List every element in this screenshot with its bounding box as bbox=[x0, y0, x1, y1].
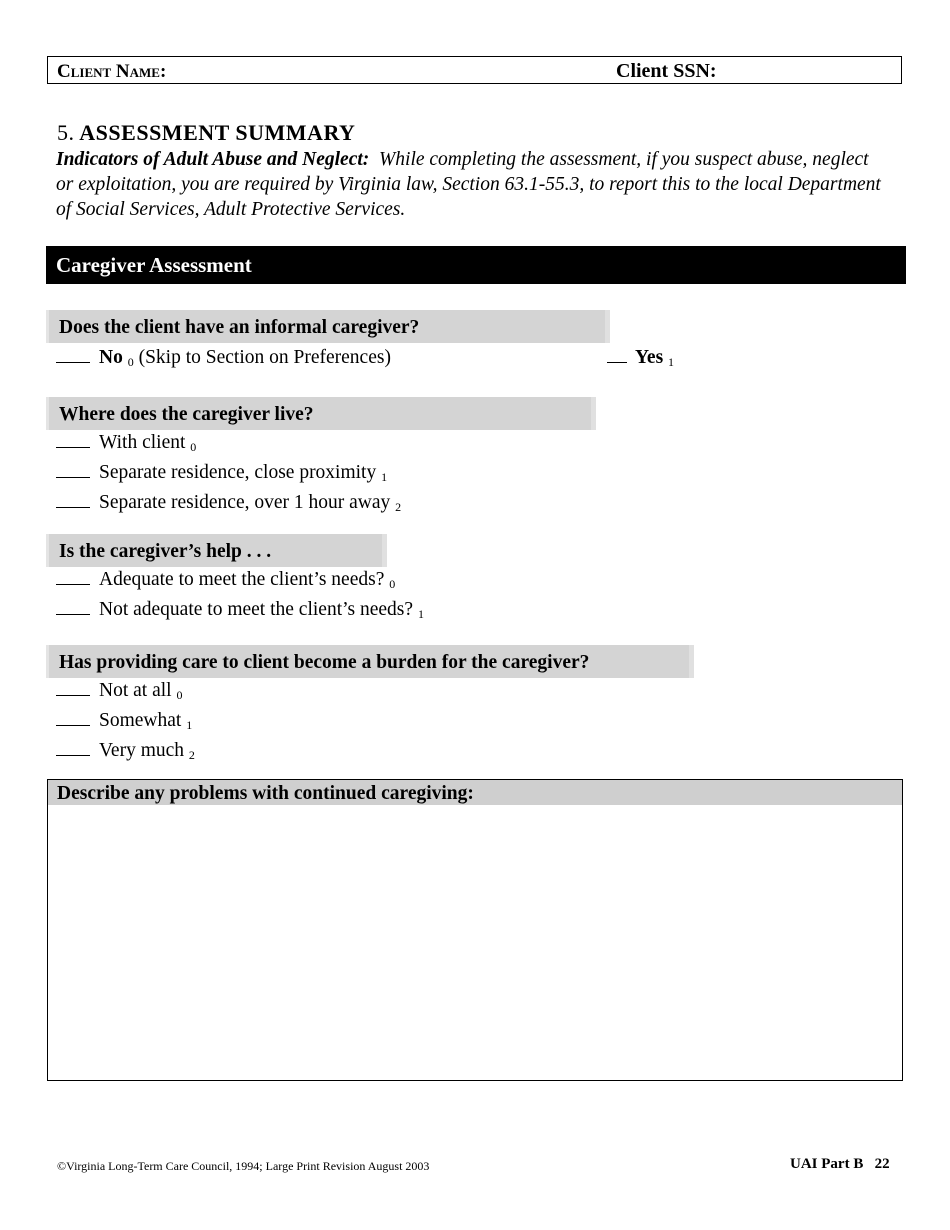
caregiver-help-options bbox=[56, 567, 424, 627]
option-code: 1 bbox=[381, 470, 388, 484]
option-code: 0 bbox=[389, 577, 396, 591]
caregiving-problems-box[interactable] bbox=[47, 779, 903, 1081]
option-code: 1 bbox=[186, 718, 193, 732]
question-caregiver-residence: Where does the caregiver live? bbox=[46, 397, 596, 430]
option-no-label: No bbox=[99, 347, 123, 368]
option-code: 1 bbox=[668, 355, 675, 369]
question-caregiver-burden: Has providing care to client become a burden for the caregiver? bbox=[46, 645, 694, 678]
answer-blank[interactable] bbox=[56, 431, 90, 448]
answer-blank[interactable] bbox=[56, 568, 90, 585]
footer-copyright: ©Virginia Long-Term Care Council, 1994; Large Print Revision August 2003 bbox=[57, 1159, 430, 1173]
option-yes-label: Yes bbox=[635, 347, 664, 368]
answer-blank[interactable] bbox=[56, 598, 90, 615]
abuse-indicators-notice bbox=[56, 147, 886, 222]
answer-blank[interactable] bbox=[56, 679, 90, 696]
client-ssn-label: Client SSN: bbox=[616, 60, 717, 82]
option-label: Separate residence, over 1 hour away bbox=[99, 492, 391, 513]
section-title bbox=[57, 120, 355, 146]
option-not-at-all[interactable] bbox=[56, 678, 195, 708]
answer-blank[interactable] bbox=[56, 346, 90, 363]
option-with-client[interactable] bbox=[56, 430, 401, 460]
option-label: Very much bbox=[99, 740, 185, 761]
option-code: 0 bbox=[190, 440, 197, 454]
option-very-much[interactable] bbox=[56, 738, 195, 768]
caregiver-assessment-bar: Caregiver Assessment bbox=[46, 246, 906, 284]
option-no-note: (Skip to Section on Preferences) bbox=[138, 347, 391, 368]
option-no-caregiver[interactable] bbox=[56, 345, 391, 375]
option-label: Not at all bbox=[99, 680, 172, 701]
option-adequate[interactable] bbox=[56, 567, 424, 597]
footer-part: UAI Part B bbox=[790, 1156, 864, 1172]
option-label: Adequate to meet the client’s needs? bbox=[99, 569, 385, 590]
option-not-adequate[interactable] bbox=[56, 597, 424, 627]
answer-blank[interactable] bbox=[56, 709, 90, 726]
option-somewhat[interactable] bbox=[56, 708, 195, 738]
section-title-text: ASSESSMENT SUMMARY bbox=[79, 120, 356, 145]
footer-page-number: 22 bbox=[874, 1156, 890, 1172]
question-informal-caregiver: Does the client have an informal caregiver? bbox=[46, 310, 610, 343]
answer-blank[interactable] bbox=[56, 461, 90, 478]
option-label: Somewhat bbox=[99, 710, 182, 731]
section-number: 5. bbox=[57, 120, 75, 145]
option-yes-caregiver[interactable] bbox=[607, 345, 674, 375]
option-over-hour-away[interactable] bbox=[56, 490, 401, 520]
answer-blank[interactable] bbox=[56, 491, 90, 508]
answer-blank[interactable] bbox=[56, 739, 90, 756]
client-name-label: Client Name: bbox=[57, 61, 167, 82]
footer-page-label bbox=[790, 1156, 890, 1173]
option-code: 1 bbox=[417, 607, 424, 621]
answer-blank[interactable] bbox=[607, 346, 627, 363]
client-header-box bbox=[47, 56, 902, 84]
caregiver-residence-options bbox=[56, 430, 401, 520]
option-label: Not adequate to meet the client’s needs? bbox=[99, 599, 414, 620]
indicators-heading: Indicators of Adult Abuse and Neglect: bbox=[56, 149, 370, 170]
indicators-text: While completing the assessment, if you suspect abuse, neglect or exploitation, you are required by Virginia law, Section 63.1-55.3, to report this to the local Department of Social Services, Adult Protective Services. bbox=[56, 149, 881, 220]
option-code: 2 bbox=[395, 500, 402, 514]
caregiving-problems-label: Describe any problems with continued caregiving: bbox=[48, 780, 902, 805]
option-close-proximity[interactable] bbox=[56, 460, 401, 490]
option-code: 0 bbox=[127, 355, 134, 369]
option-code: 0 bbox=[176, 688, 183, 702]
caregiver-burden-options bbox=[56, 678, 195, 768]
question-caregiver-help: Is the caregiver’s help . . . bbox=[46, 534, 387, 567]
option-code: 2 bbox=[188, 748, 195, 762]
option-label: With client bbox=[99, 432, 186, 453]
option-label: Separate residence, close proximity bbox=[99, 462, 377, 483]
